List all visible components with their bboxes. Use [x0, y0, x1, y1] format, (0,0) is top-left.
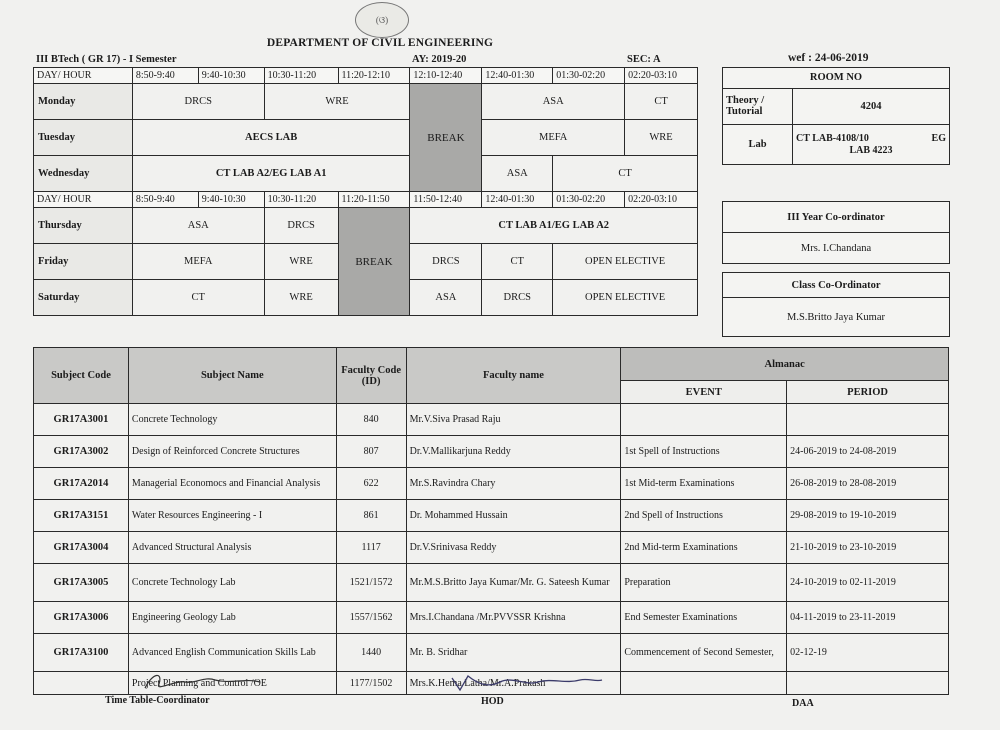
lab-label: Lab [723, 125, 793, 164]
hod-signature-mark [448, 670, 608, 696]
year-coordinator-box [722, 201, 950, 264]
subject-code: GR17A2014 [34, 468, 129, 500]
faculty-name: Dr. Mohammed Hussain [406, 500, 621, 532]
subject-name: Advanced Structural Analysis [128, 532, 336, 564]
almanac-period: 02-12-19 [787, 634, 949, 672]
class-cell: CT LAB A2/EG LAB A1 [132, 156, 410, 192]
subject-name: Engineering Geology Lab [128, 602, 336, 634]
hour-header-row [34, 192, 698, 208]
lab-room-1: CT LAB-4108/10 [796, 132, 869, 144]
hod-label: HOD [481, 696, 504, 707]
room-box [722, 67, 950, 165]
faculty-code: 807 [336, 436, 406, 468]
table-row [34, 436, 949, 468]
class-cell: MEFA [482, 120, 625, 156]
hour-cell: 11:20-12:10 [338, 68, 410, 84]
almanac-event: End Semester Examinations [621, 602, 787, 634]
year-coordinator-title: III Year Co-ordinator [723, 202, 949, 233]
faculty-code: 1117 [336, 532, 406, 564]
program-label: III BTech ( GR 17) - I Semester [36, 54, 177, 65]
day-label: Wednesday [34, 156, 133, 192]
hour-cell: 9:40-10:30 [198, 192, 264, 208]
period-header: PERIOD [787, 381, 949, 404]
table-row [34, 468, 949, 500]
almanac-event: 1st Mid-term Examinations [621, 468, 787, 500]
day-label: Friday [34, 244, 133, 280]
hour-cell: 8:50-9:40 [132, 192, 198, 208]
hour-cell: 10:30-11:20 [264, 192, 338, 208]
day-label: Tuesday [34, 120, 133, 156]
subject-name: Concrete Technology [128, 404, 336, 436]
section-label: SEC: A [627, 54, 661, 65]
class-cell: DRCS [132, 84, 264, 120]
class-cell: WRE [264, 244, 338, 280]
almanac-event: 2nd Spell of Instructions [621, 500, 787, 532]
hour-cell: 11:50-12:40 [410, 192, 482, 208]
room-title: ROOM NO [723, 68, 949, 88]
theory-label: Theory / Tutorial [723, 88, 793, 125]
class-cell: OPEN ELECTIVE [553, 280, 698, 316]
department-title: DEPARTMENT OF CIVIL ENGINEERING [266, 37, 494, 49]
faculty-code: 861 [336, 500, 406, 532]
class-cell: CT LAB A1/EG LAB A2 [410, 208, 698, 244]
class-cell: ASA [482, 84, 625, 120]
almanac-period [787, 672, 949, 695]
event-header: EVENT [621, 381, 787, 404]
hour-cell: 12:10-12:40 [410, 68, 482, 84]
subject-name: Project Planning and Control /OE [128, 672, 336, 695]
day-hour-label: DAY/ HOUR [34, 192, 133, 208]
almanac-event: 2nd Mid-term Examinations [621, 532, 787, 564]
subject-name: Advanced English Communication Skills Lab [128, 634, 336, 672]
class-cell: AECS LAB [132, 120, 410, 156]
lab-room-2: EG [931, 132, 946, 144]
faculty-code: 622 [336, 468, 406, 500]
subject-code: GR17A3001 [34, 404, 129, 436]
subject-name: Concrete Technology Lab [128, 564, 336, 602]
tuesday-row [34, 120, 698, 156]
subject-code: GR17A3151 [34, 500, 129, 532]
class-cell: ASA [132, 208, 264, 244]
thursday-row [34, 208, 698, 244]
table-row [34, 634, 949, 672]
almanac-header: Almanac [621, 348, 949, 381]
wef-date: wef : 24-06-2019 [788, 52, 869, 64]
class-coordinator-title: Class Co-Ordinator [723, 273, 949, 298]
subject-code: GR17A3002 [34, 436, 129, 468]
subject-name: Water Resources Engineering - I [128, 500, 336, 532]
day-label: Saturday [34, 280, 133, 316]
subject-code: GR17A3005 [34, 564, 129, 602]
daa-label: DAA [792, 698, 814, 709]
theory-room: 4204 [793, 88, 950, 125]
subject-name: Design of Reinforced Concrete Structures [128, 436, 336, 468]
class-coordinator-box [722, 272, 950, 337]
class-cell: CT [482, 244, 553, 280]
table-row [34, 532, 949, 564]
hour-cell: 10:30-11:20 [264, 68, 338, 84]
academic-year: AY: 2019-20 [412, 54, 467, 65]
almanac-period: 26-08-2019 to 28-08-2019 [787, 468, 949, 500]
hour-cell: 01:30-02:20 [553, 192, 625, 208]
class-cell: ASA [482, 156, 553, 192]
hour-cell: 02:20-03:10 [625, 192, 698, 208]
monday-row [34, 84, 698, 120]
almanac-event [621, 672, 787, 695]
table-row [34, 404, 949, 436]
lab-room-3: LAB 4223 [849, 144, 893, 156]
class-cell: CT [625, 84, 698, 120]
signature-mark [135, 670, 285, 692]
hour-cell: 8:50-9:40 [132, 68, 198, 84]
class-cell: MEFA [132, 244, 264, 280]
hour-cell: 9:40-10:30 [198, 68, 264, 84]
subject-name: Managerial Economocs and Financial Analysis [128, 468, 336, 500]
hour-cell: 12:40-01:30 [482, 68, 553, 84]
faculty-name: Mrs.K.Hema Latha/Mr.A.Prakash [406, 672, 621, 695]
subject-code: GR17A3004 [34, 532, 129, 564]
faculty-code: 840 [336, 404, 406, 436]
hour-header-row [34, 68, 698, 84]
class-coordinator-name: M.S.Britto Jaya Kumar [787, 311, 885, 323]
day-label: Monday [34, 84, 133, 120]
faculty-code: 1521/1572 [336, 564, 406, 602]
year-coordinator-name: Mrs. I.Chandana [800, 242, 872, 254]
faculty-code: 1177/1502 [336, 672, 406, 695]
almanac-event: Preparation [621, 564, 787, 602]
class-cell: WRE [625, 120, 698, 156]
college-logo: (ଓ) [355, 2, 409, 38]
almanac-period: 29-08-2019 to 19-10-2019 [787, 500, 949, 532]
table-row [34, 500, 949, 532]
faculty-code: 1440 [336, 634, 406, 672]
faculty-name: Mr.M.S.Britto Jaya Kumar/Mr. G. Sateesh Kumar [406, 564, 621, 602]
subjects-table [33, 347, 949, 695]
almanac-event: Commencement of Second Semester, [621, 634, 787, 672]
wednesday-row [34, 156, 698, 192]
break-cell: BREAK [410, 84, 482, 192]
almanac-event: 1st Spell of Instructions [621, 436, 787, 468]
faculty-name-header: Faculty name [406, 348, 621, 404]
almanac-period: 24-06-2019 to 24-08-2019 [787, 436, 949, 468]
almanac-period: 24-10-2019 to 02-11-2019 [787, 564, 949, 602]
subject-code-header: Subject Code [34, 348, 129, 404]
lab-room [793, 125, 950, 164]
faculty-name: Mrs.I.Chandana /Mr.PVVSSR Krishna [406, 602, 621, 634]
subject-code: GR17A3006 [34, 602, 129, 634]
class-cell: ASA [410, 280, 482, 316]
class-cell: CT [553, 156, 698, 192]
break-cell: BREAK [338, 208, 410, 316]
almanac-period [787, 404, 949, 436]
faculty-code-header: Faculty Code (ID) [336, 348, 406, 404]
day-label: Thursday [34, 208, 133, 244]
faculty-name: Mr. B. Sridhar [406, 634, 621, 672]
almanac-period: 21-10-2019 to 23-10-2019 [787, 532, 949, 564]
faculty-name: Mr.V.Siva Prasad Raju [406, 404, 621, 436]
class-cell: CT [132, 280, 264, 316]
hour-cell: 01:30-02:20 [553, 68, 625, 84]
class-cell: DRCS [410, 244, 482, 280]
almanac-event [621, 404, 787, 436]
timetable-coordinator-signature [105, 690, 255, 708]
faculty-name: Mr.S.Ravindra Chary [406, 468, 621, 500]
hour-cell: 12:40-01:30 [482, 192, 553, 208]
almanac-period: 04-11-2019 to 23-11-2019 [787, 602, 949, 634]
class-cell: DRCS [264, 208, 338, 244]
class-cell: WRE [264, 84, 410, 120]
hour-cell: 02:20-03:10 [625, 68, 698, 84]
faculty-name: Dr.V.Srinivasa Reddy [406, 532, 621, 564]
faculty-code: 1557/1562 [336, 602, 406, 634]
class-cell: WRE [264, 280, 338, 316]
class-cell: OPEN ELECTIVE [553, 244, 698, 280]
day-hour-label: DAY/ HOUR [34, 68, 133, 84]
class-cell: DRCS [482, 280, 553, 316]
timetable [33, 67, 698, 316]
subject-name-header: Subject Name [128, 348, 336, 404]
table-row [34, 602, 949, 634]
timetable-coordinator-label: Time Table-Coordinator [105, 695, 210, 706]
hour-cell: 11:20-11:50 [338, 192, 410, 208]
faculty-name: Dr.V.Mallikarjuna Reddy [406, 436, 621, 468]
subject-code: GR17A3100 [34, 634, 129, 672]
table-row [34, 564, 949, 602]
